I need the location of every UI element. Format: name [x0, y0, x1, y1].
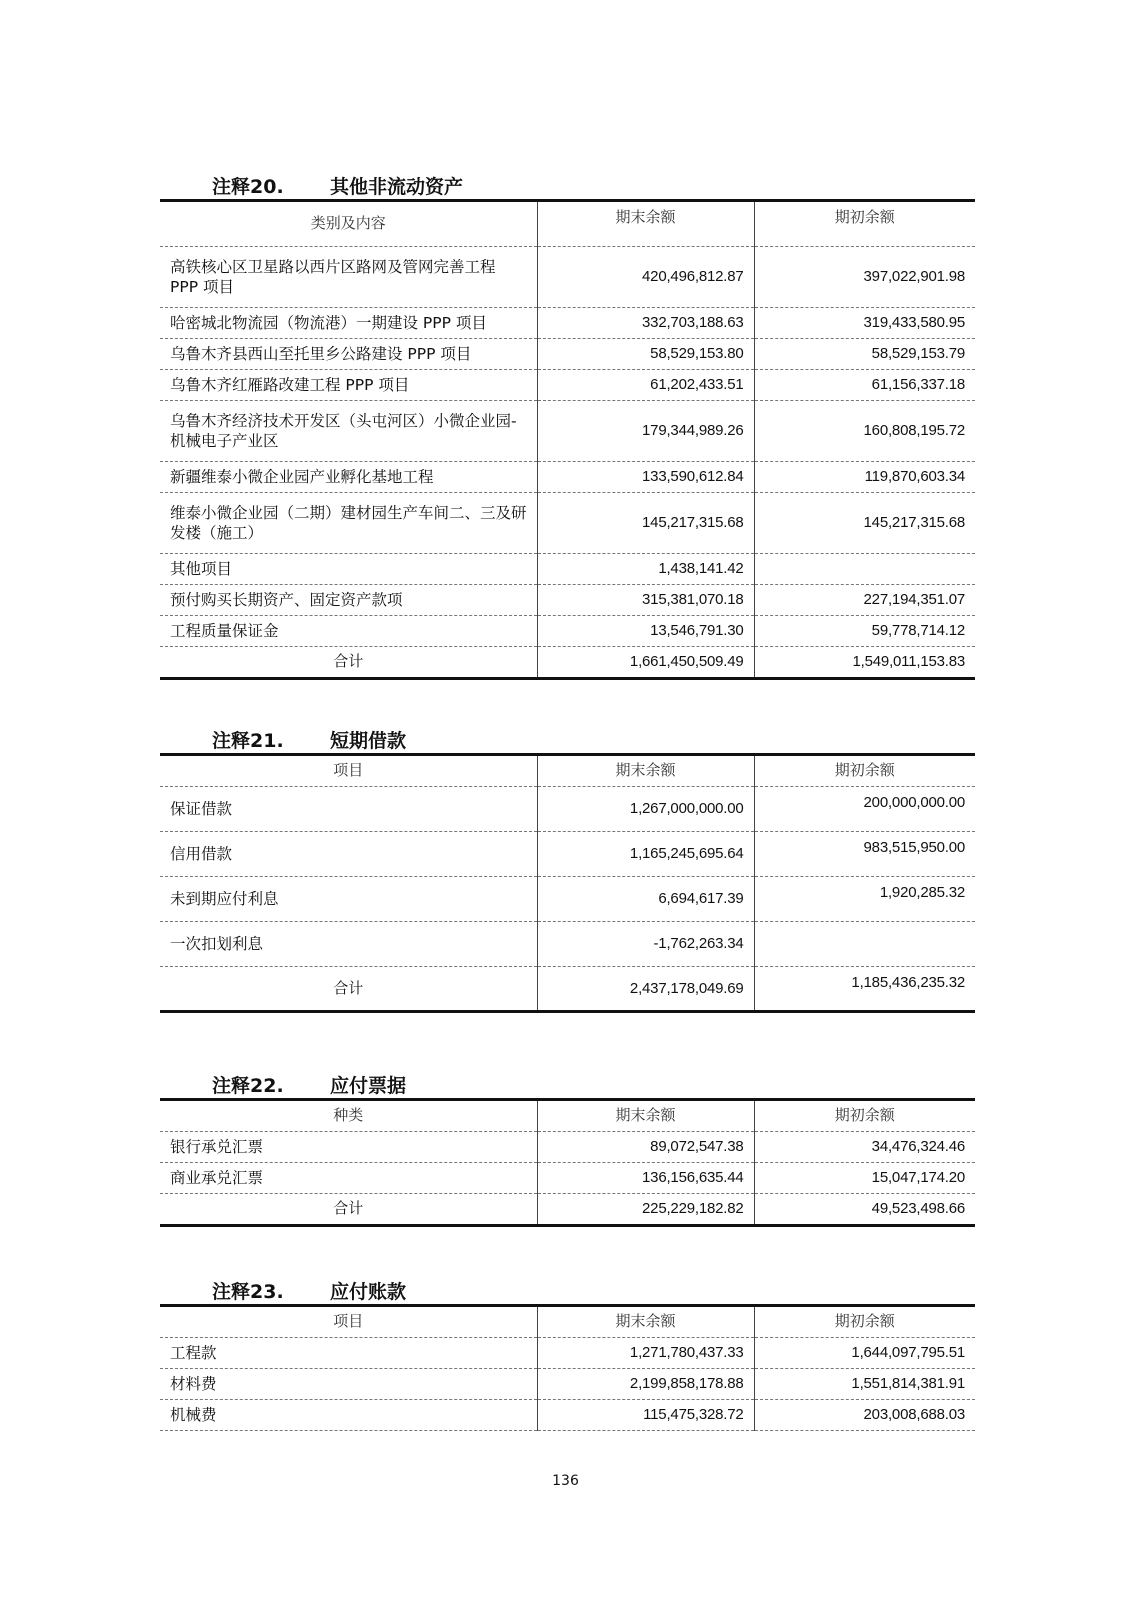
row-begin-value: 1,551,814,381.91 [754, 1369, 975, 1400]
header-category: 类别及内容 [160, 201, 537, 247]
row-label: 银行承兑汇票 [160, 1132, 537, 1163]
section-heading [212, 1071, 406, 1098]
section-heading [212, 172, 463, 199]
row-end-value: 2,199,858,178.88 [537, 1369, 754, 1400]
table-short-term-loans [160, 753, 975, 1013]
row-begin-value: 397,022,901.98 [754, 247, 975, 308]
table-row [160, 585, 975, 616]
note-title: 应付账款 [330, 1281, 407, 1303]
row-end-value: 6,694,617.39 [537, 877, 754, 922]
total-end-value: 2,437,178,049.69 [537, 967, 754, 1012]
row-end-value: 315,381,070.18 [537, 585, 754, 616]
row-begin-value: 1,920,285.32 [754, 877, 975, 922]
header-end-balance: 期末余额 [537, 755, 754, 787]
row-label: 其他项目 [160, 554, 537, 585]
header-end-balance: 期末余额 [537, 1100, 754, 1132]
row-begin-value: 203,008,688.03 [754, 1400, 975, 1431]
table-row [160, 1163, 975, 1194]
row-label: 预付购买长期资产、固定资产款项 [160, 585, 537, 616]
note-number: 注释21. [212, 730, 284, 752]
row-begin-value: 15,047,174.20 [754, 1163, 975, 1194]
page-number: 136 [552, 1473, 579, 1489]
note-number: 注释20. [212, 176, 284, 198]
header-begin-balance: 期初余额 [754, 1100, 975, 1132]
table-accounts-payable [160, 1304, 975, 1431]
row-label: 商业承兑汇票 [160, 1163, 537, 1194]
total-label: 合计 [160, 647, 537, 679]
row-label: 哈密城北物流园（物流港）一期建设 PPP 项目 [160, 308, 537, 339]
header-end-balance: 期末余额 [537, 1306, 754, 1338]
header-item: 项目 [160, 1306, 537, 1338]
row-begin-value [754, 554, 975, 585]
row-end-value: 1,271,780,437.33 [537, 1338, 754, 1369]
row-begin-value: 58,529,153.79 [754, 339, 975, 370]
header-begin-balance: 期初余额 [754, 755, 975, 787]
table-row [160, 554, 975, 585]
row-end-value: 1,165,245,695.64 [537, 832, 754, 877]
table-row [160, 401, 975, 462]
total-end-value: 225,229,182.82 [537, 1194, 754, 1226]
row-label: 乌鲁木齐经济技术开发区（头屯河区）小微企业园-机械电子产业区 [160, 401, 537, 462]
row-begin-value: 983,515,950.00 [754, 832, 975, 877]
row-begin-value: 34,476,324.46 [754, 1132, 975, 1163]
note-title: 短期借款 [330, 730, 407, 752]
table-row [160, 922, 975, 967]
table-row [160, 1400, 975, 1431]
total-begin-value: 49,523,498.66 [754, 1194, 975, 1226]
table-row [160, 1132, 975, 1163]
row-begin-value [754, 922, 975, 967]
row-end-value: 420,496,812.87 [537, 247, 754, 308]
table-row [160, 339, 975, 370]
row-begin-value: 160,808,195.72 [754, 401, 975, 462]
row-label: 工程质量保证金 [160, 616, 537, 647]
table-header-row [160, 755, 975, 787]
row-begin-value: 145,217,315.68 [754, 493, 975, 554]
row-label: 未到期应付利息 [160, 877, 537, 922]
table-header-row [160, 1100, 975, 1132]
row-end-value: 115,475,328.72 [537, 1400, 754, 1431]
table-other-noncurrent-assets [160, 199, 975, 680]
header-item: 项目 [160, 755, 537, 787]
row-end-value: 89,072,547.38 [537, 1132, 754, 1163]
row-end-value: 13,546,791.30 [537, 616, 754, 647]
row-label: 保证借款 [160, 787, 537, 832]
row-label: 乌鲁木齐县西山至托里乡公路建设 PPP 项目 [160, 339, 537, 370]
table-row [160, 1369, 975, 1400]
table-total-row [160, 1194, 975, 1226]
table-row [160, 832, 975, 877]
row-begin-value: 59,778,714.12 [754, 616, 975, 647]
row-label: 工程款 [160, 1338, 537, 1369]
row-label: 维泰小微企业园（二期）建材园生产车间二、三及研发楼（施工） [160, 493, 537, 554]
row-end-value: 145,217,315.68 [537, 493, 754, 554]
row-end-value: -1,762,263.34 [537, 922, 754, 967]
table-row [160, 247, 975, 308]
row-begin-value: 119,870,603.34 [754, 462, 975, 493]
total-begin-value: 1,185,436,235.32 [754, 967, 975, 1012]
table-notes-payable [160, 1098, 975, 1227]
row-label: 新疆维泰小微企业园产业孵化基地工程 [160, 462, 537, 493]
row-label: 乌鲁木齐红雁路改建工程 PPP 项目 [160, 370, 537, 401]
section-heading [212, 1277, 406, 1304]
table-row [160, 493, 975, 554]
table-header-row [160, 1306, 975, 1338]
table-total-row [160, 967, 975, 1012]
row-label: 材料费 [160, 1369, 537, 1400]
row-begin-value: 1,644,097,795.51 [754, 1338, 975, 1369]
row-end-value: 136,156,635.44 [537, 1163, 754, 1194]
row-end-value: 133,590,612.84 [537, 462, 754, 493]
row-begin-value: 61,156,337.18 [754, 370, 975, 401]
table-row [160, 1338, 975, 1369]
header-end-balance: 期末余额 [537, 201, 754, 247]
header-begin-balance: 期初余额 [754, 201, 975, 247]
table-row [160, 462, 975, 493]
table-total-row [160, 647, 975, 679]
row-end-value: 179,344,989.26 [537, 401, 754, 462]
total-begin-value: 1,549,011,153.83 [754, 647, 975, 679]
note-title: 其他非流动资产 [330, 176, 464, 198]
row-end-value: 61,202,433.51 [537, 370, 754, 401]
header-begin-balance: 期初余额 [754, 1306, 975, 1338]
table-row [160, 308, 975, 339]
row-label: 信用借款 [160, 832, 537, 877]
row-begin-value: 200,000,000.00 [754, 787, 975, 832]
note-number: 注释22. [212, 1075, 284, 1097]
row-end-value: 58,529,153.80 [537, 339, 754, 370]
note-title: 应付票据 [330, 1075, 407, 1097]
table-row [160, 877, 975, 922]
row-label: 机械费 [160, 1400, 537, 1431]
table-row [160, 787, 975, 832]
table-header-row [160, 201, 975, 247]
header-type: 种类 [160, 1100, 537, 1132]
total-end-value: 1,661,450,509.49 [537, 647, 754, 679]
row-begin-value: 319,433,580.95 [754, 308, 975, 339]
row-begin-value: 227,194,351.07 [754, 585, 975, 616]
row-label: 一次扣划利息 [160, 922, 537, 967]
table-row [160, 370, 975, 401]
note-number: 注释23. [212, 1281, 284, 1303]
table-row [160, 616, 975, 647]
row-end-value: 332,703,188.63 [537, 308, 754, 339]
row-end-value: 1,438,141.42 [537, 554, 754, 585]
section-heading [212, 726, 406, 753]
total-label: 合计 [160, 967, 537, 1012]
row-end-value: 1,267,000,000.00 [537, 787, 754, 832]
row-label: 高铁核心区卫星路以西片区路网及管网完善工程 PPP 项目 [160, 247, 537, 308]
total-label: 合计 [160, 1194, 537, 1226]
